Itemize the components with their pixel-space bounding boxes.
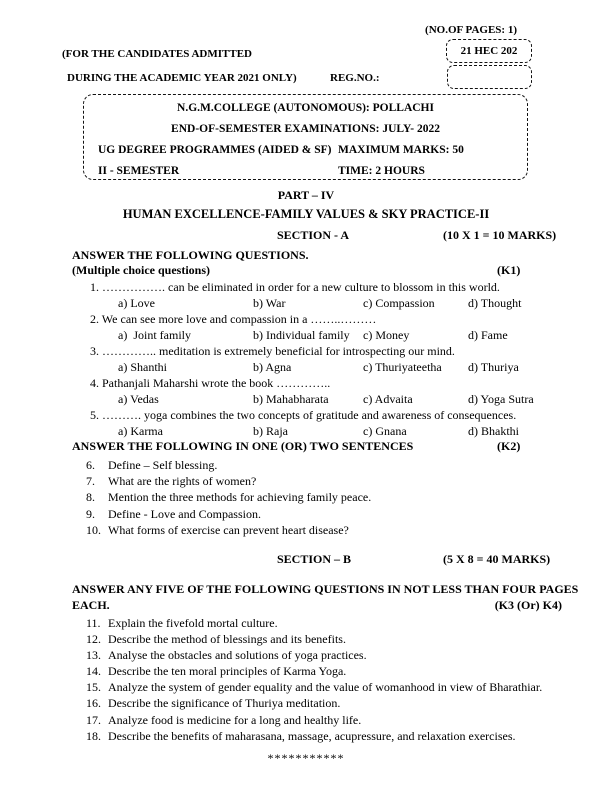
option-b: b) Raja	[253, 424, 288, 438]
question-row	[86, 647, 612, 663]
section-a-title: SECTION - A	[277, 228, 350, 242]
course-code-box	[446, 39, 532, 63]
question-row	[86, 489, 612, 505]
question-number: 10.	[86, 522, 101, 537]
question-number: 9.	[86, 506, 95, 521]
college-name: N.G.M.COLLEGE (AUTONOMOUS): POLLACHI	[177, 102, 434, 114]
question-text: Describe the benefits of maharasana, massage, acupressure, and relaxation exercises.	[108, 728, 516, 743]
regno-box	[447, 65, 532, 89]
option-a: a) Karma	[118, 424, 163, 438]
question-row	[86, 663, 612, 679]
option-d: d) Thought	[468, 296, 522, 310]
k1-level: (K1)	[497, 263, 521, 277]
candidates-admitted-line2: DURING THE ACADEMIC YEAR 2021 ONLY)	[67, 72, 297, 84]
option-c: c) Gnana	[363, 424, 407, 438]
option-row	[118, 423, 612, 439]
question-row	[86, 506, 612, 522]
question-number: 8.	[86, 490, 95, 505]
college-info-box	[83, 94, 528, 180]
question-row	[86, 615, 612, 631]
option-a: a) Love	[118, 296, 155, 310]
question-number: 16.	[86, 696, 101, 711]
question-row	[86, 728, 612, 744]
mcq-question-list	[0, 279, 612, 439]
paper-body	[0, 180, 612, 766]
question-number: 13.	[86, 648, 101, 663]
section-a-marks: (10 X 1 = 10 MARKS)	[443, 228, 557, 242]
short-answer-header	[0, 439, 612, 453]
option-d: d) Fame	[468, 328, 508, 342]
essay-question-list	[0, 615, 612, 744]
option-a: a) Joint family	[118, 328, 191, 342]
max-marks: MAXIMUM MARKS: 50	[338, 144, 464, 156]
option-row	[118, 359, 612, 375]
question-text: Explain the fivefold mortal culture.	[108, 616, 278, 631]
option-row	[118, 295, 612, 311]
question-number: 17.	[86, 712, 101, 727]
option-b: b) Mahabharata	[253, 392, 329, 406]
option-row	[118, 391, 612, 407]
subject-title: HUMAN EXCELLENCE-FAMILY VALUES & SKY PRACTICE-II	[122, 207, 490, 221]
question-number: 11.	[86, 616, 101, 631]
time-allowed: TIME: 2 HOURS	[338, 165, 425, 177]
question-number: 14.	[86, 664, 101, 679]
question-row	[86, 473, 612, 489]
each-label: EACH.	[72, 597, 110, 612]
mcq-item	[0, 407, 612, 439]
question-number: 18.	[86, 728, 101, 743]
question-text: Analyze food is medicine for a long and healthy life.	[108, 712, 362, 727]
question-text: What forms of exercise can prevent heart disease?	[108, 522, 349, 537]
question-row	[86, 679, 612, 695]
exam-title: END-OF-SEMESTER EXAMINATIONS: JULY- 2022	[171, 123, 440, 135]
mcq-sub-instruction: (Multiple choice questions)	[72, 263, 210, 277]
option-c: c) Compassion	[363, 296, 435, 310]
question-number: 12.	[86, 632, 101, 647]
option-d: d) Thuriya	[468, 360, 519, 374]
mcq-subheader	[0, 263, 612, 277]
section-a-header	[0, 228, 612, 241]
question-number: 15.	[86, 680, 101, 695]
question-text: 1. ……………. can be eliminated in order for a new culture to blossom in this world.	[90, 280, 500, 294]
question-row	[86, 712, 612, 728]
mcq-item	[0, 311, 612, 343]
section-a-instruction: ANSWER THE FOLLOWING QUESTIONS.	[72, 248, 309, 262]
option-b: b) Individual family	[253, 328, 350, 342]
section-b-title: SECTION – B	[277, 552, 352, 567]
question-row	[86, 631, 612, 647]
question-row	[86, 522, 612, 538]
question-number: 7.	[86, 474, 95, 489]
option-d: d) Yoga Sutra	[468, 392, 534, 406]
section-b-header	[0, 552, 612, 565]
section-b-instruction-line2	[0, 598, 612, 615]
question-text: Define – Self blessing.	[108, 458, 218, 472]
option-a: a) Vedas	[118, 392, 159, 406]
section-b-marks: (5 X 8 = 40 MARKS)	[443, 552, 551, 567]
question-text: 2. We can see more love and compassion in a ……..………	[90, 312, 377, 326]
question-text: Describe the method of blessings and its benefits.	[108, 632, 346, 647]
option-c: c) Thuriyateetha	[363, 360, 442, 374]
semester: II - SEMESTER	[98, 165, 180, 177]
question-number: 6.	[86, 458, 95, 472]
question-text: Analyse the obstacles and solutions of yoga practices.	[108, 648, 367, 663]
candidates-admitted-line1: (FOR THE CANDIDATES ADMITTED	[62, 48, 252, 60]
mcq-item	[0, 375, 612, 407]
k2-level: (K2)	[497, 439, 521, 453]
short-question-list	[0, 457, 612, 538]
option-a: a) Shanthi	[118, 360, 167, 374]
k3-k4-level: (K3 (Or) K4)	[494, 597, 562, 612]
pages-note: (NO.OF PAGES: 1)	[425, 24, 517, 36]
option-c: c) Money	[363, 328, 410, 342]
course-code: 21 HEC 202	[460, 45, 518, 57]
question-text: Define - Love and Compassion.	[108, 506, 261, 521]
mcq-item	[0, 343, 612, 375]
section-b-instruction-line1: ANSWER ANY FIVE OF THE FOLLOWING QUESTIONS IN NOT LESS THAN FOUR PAGES	[72, 582, 579, 597]
short-answer-instruction: ANSWER THE FOLLOWING IN ONE (OR) TWO SENTENCES	[72, 439, 414, 453]
option-c: c) Advaita	[363, 392, 413, 406]
part-title: PART – IV	[277, 188, 335, 202]
question-text: 3. ………….. meditation is extremely beneficial for introspecting our mind.	[90, 344, 455, 358]
question-row	[86, 695, 612, 711]
question-text: Analyze the system of gender equality and the value of womanhood in view of Bharathiar.	[108, 680, 543, 695]
question-text: 4. Pathanjali Maharshi wrote the book …………..	[90, 376, 331, 390]
option-b: b) War	[253, 296, 286, 310]
end-of-paper-marker: ***********	[267, 750, 345, 765]
question-text: Describe the significance of Thuriya meditation.	[108, 696, 341, 711]
question-text: Describe the ten moral principles of Karma Yoga.	[108, 664, 347, 679]
question-text: What are the rights of women?	[108, 474, 257, 489]
question-text: 5. ………. yoga combines the two concepts of gratitude and awareness of consequences.	[90, 408, 517, 422]
option-row	[118, 327, 612, 343]
regno-label: REG.NO.:	[330, 72, 380, 84]
question-row	[86, 457, 612, 473]
question-text: Mention the three methods for achieving family peace.	[108, 490, 372, 505]
mcq-item	[0, 279, 612, 311]
option-b: b) Agna	[253, 360, 292, 374]
programme: UG DEGREE PROGRAMMES (AIDED & SF)	[98, 144, 332, 156]
option-d: d) Bhakthi	[468, 424, 519, 438]
